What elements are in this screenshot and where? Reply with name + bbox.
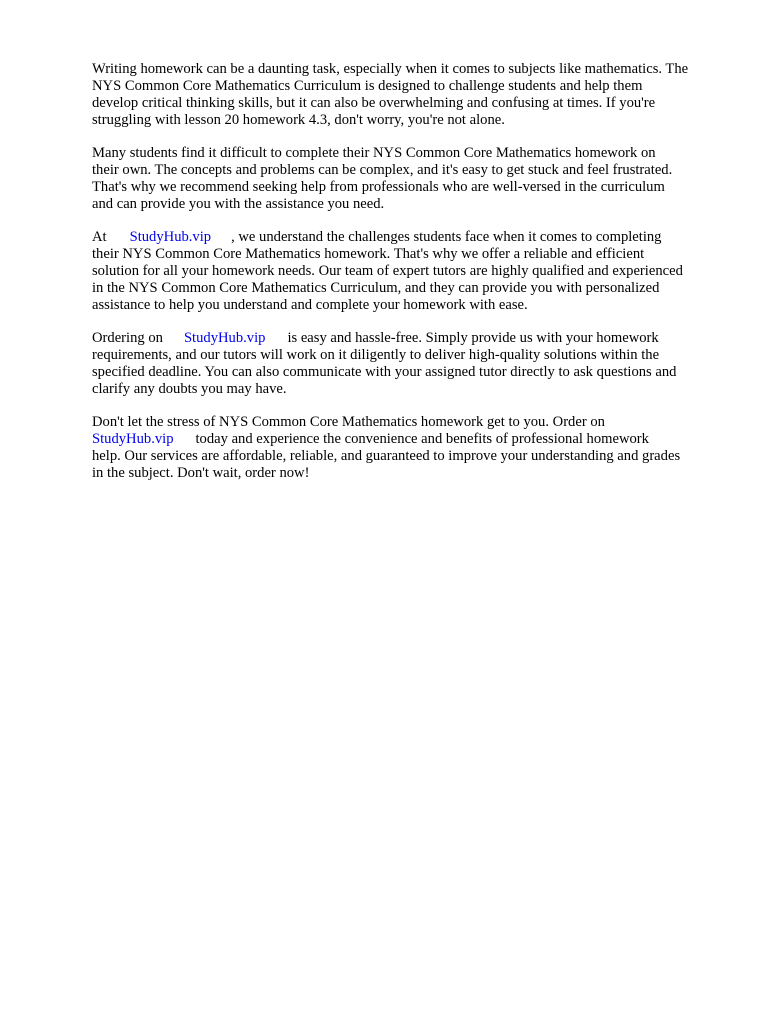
text-fragment: today and experience the convenience and benefits of professional homework xyxy=(195,431,649,447)
studyhub-link[interactable]: StudyHub.vip xyxy=(129,229,212,245)
text-line: and can provide you with the assistance you need. xyxy=(92,196,385,212)
text-line: in the NYS Common Core Mathematics Curriculum, and they can provide you with personalized xyxy=(92,280,660,296)
text-line: develop critical thinking skills, but it can also be overwhelming and confusing at times. If you're xyxy=(92,95,656,111)
paragraph-intro xyxy=(92,61,732,129)
text-line xyxy=(92,229,732,246)
text-line: solution for all your homework needs. Our team of expert tutors are highly qualified and experienced xyxy=(92,263,683,279)
text-line: their own. The concepts and problems can be complex, and it's easy to get stuck and feel frustrated. xyxy=(92,162,673,178)
text-fragment: is easy and hassle-free. Simply provide us with your homework xyxy=(287,330,659,346)
text-line: Writing homework can be a daunting task, especially when it comes to subjects like mathematics. The xyxy=(92,61,689,77)
paragraph-call-to-action xyxy=(92,414,732,482)
paragraph-ordering xyxy=(92,330,732,398)
text-line: in the subject. Don't wait, order now! xyxy=(92,465,310,481)
text-fragment: At xyxy=(92,229,107,245)
studyhub-link[interactable]: StudyHub.vip xyxy=(183,330,266,346)
text-line: help. Our services are affordable, reliable, and guaranteed to improve your understanding and grades xyxy=(92,448,681,464)
text-line: That's why we recommend seeking help from professionals who are well-versed in the curriculum xyxy=(92,179,665,195)
text-fragment: , we understand the challenges students face when it comes to completing xyxy=(231,229,662,245)
text-line: NYS Common Core Mathematics Curriculum is designed to challenge students and help them xyxy=(92,78,643,94)
text-line: Don't let the stress of NYS Common Core Mathematics homework get to you. Order on xyxy=(92,414,605,430)
text-line: requirements, and our tutors will work on it diligently to deliver high-quality solutions within the xyxy=(92,347,660,363)
text-line: specified deadline. You can also communicate with your assigned tutor directly to ask questions and xyxy=(92,364,677,380)
text-line: assistance to help you understand and complete your homework with ease. xyxy=(92,297,528,313)
studyhub-link[interactable]: StudyHub.vip xyxy=(92,431,174,447)
text-line: clarify any doubts you may have. xyxy=(92,381,287,397)
document-body xyxy=(92,61,732,498)
text-line: struggling with lesson 20 homework 4.3, don't worry, you're not alone. xyxy=(92,112,505,128)
text-line xyxy=(92,330,732,347)
text-fragment: Ordering on xyxy=(92,330,163,346)
text-line: Many students find it difficult to complete their NYS Common Core Mathematics homework on xyxy=(92,145,656,161)
paragraph-about-service xyxy=(92,229,732,314)
paragraph-difficulty xyxy=(92,145,732,213)
text-line xyxy=(92,431,732,448)
text-line: their NYS Common Core Mathematics homework. That's why we offer a reliable and efficient xyxy=(92,246,645,262)
